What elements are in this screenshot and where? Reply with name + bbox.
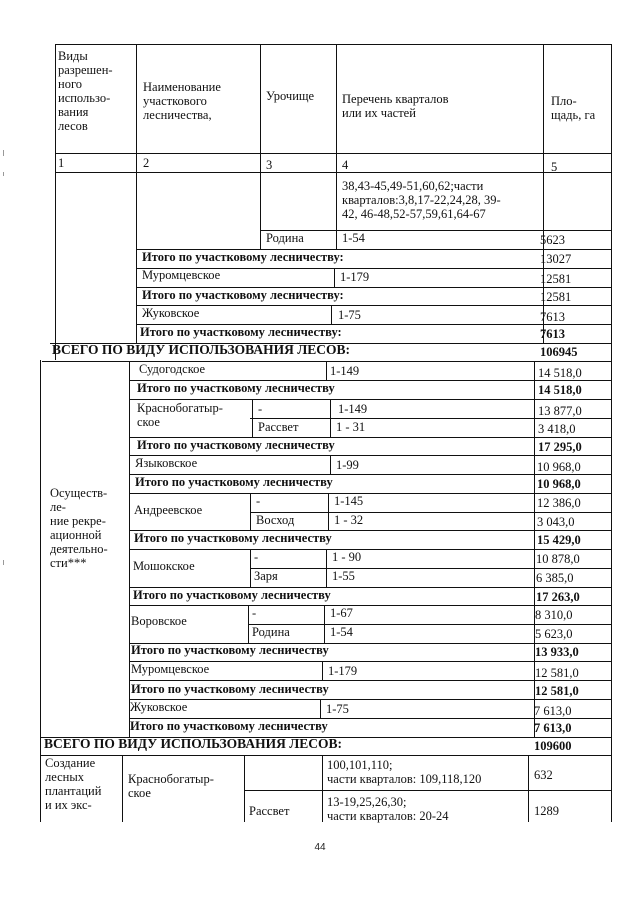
area-cell: 6 385,0 bbox=[536, 571, 574, 585]
table-rule-h bbox=[55, 153, 611, 154]
table-rule-h bbox=[250, 512, 611, 513]
scan-mark bbox=[3, 172, 4, 176]
forestry-name-cell: Муромцевское bbox=[142, 268, 221, 282]
quarters-cell: 1-54 bbox=[330, 625, 353, 639]
quarters-cell: 1-55 bbox=[332, 569, 355, 583]
column-number: 2 bbox=[143, 156, 150, 170]
area-cell: 10 968,0 bbox=[537, 460, 581, 474]
quarters-cell: 1-149 bbox=[338, 402, 368, 416]
table-rule-h bbox=[136, 305, 611, 306]
column-number: 5 bbox=[551, 160, 558, 174]
area-cell: 10 878,0 bbox=[536, 552, 580, 566]
quarters-cell: 1-99 bbox=[336, 458, 359, 472]
table-rule-h bbox=[129, 680, 611, 681]
area-cell: 12 581,0 bbox=[535, 666, 579, 680]
table-rule-v bbox=[611, 44, 612, 822]
table-rule-v bbox=[328, 493, 329, 530]
quarters-cell: 1-179 bbox=[328, 664, 358, 678]
table-rule-v bbox=[324, 605, 325, 643]
subtotal-value: 12 581,0 bbox=[535, 684, 579, 698]
table-rule-h bbox=[129, 455, 611, 456]
forestry-name-cell: Воровское bbox=[131, 614, 187, 628]
forestry-name-cell: Языковское bbox=[135, 456, 198, 470]
table-rule-h bbox=[129, 699, 611, 700]
header-quarters: Перечень кварталов или их частей bbox=[342, 92, 449, 120]
grand-total-value: 106945 bbox=[540, 345, 578, 359]
tract-cell: - bbox=[258, 402, 263, 416]
quarters-cell: 1-67 bbox=[330, 606, 353, 620]
table-rule-v bbox=[334, 268, 335, 287]
tract-cell: Восход bbox=[256, 513, 295, 527]
subtotal-label: Итого по участковому лесничеству bbox=[135, 475, 333, 489]
area-cell: 14 518,0 bbox=[538, 366, 582, 380]
header-forestry-name: Наименование участкового лесничества, bbox=[143, 80, 221, 122]
subtotal-label: Итого по участковому лесничеству: bbox=[142, 288, 344, 302]
subtotal-label: Итого по участковому лесничеству bbox=[131, 643, 329, 657]
table-rule-h bbox=[40, 755, 611, 756]
subtotal-value: 15 429,0 bbox=[537, 533, 581, 547]
scan-mark bbox=[3, 150, 4, 156]
area-cell: 632 bbox=[534, 768, 553, 782]
forestry-name-cell: Андреевское bbox=[134, 503, 203, 517]
subtotal-value: 17 263,0 bbox=[536, 590, 580, 604]
table-rule-h bbox=[248, 624, 611, 625]
table-rule-v bbox=[136, 44, 137, 343]
subtotal-label: Итого по участковому лесничеству bbox=[131, 682, 329, 696]
subtotal-value: 10 968,0 bbox=[537, 477, 581, 491]
table-rule-v bbox=[252, 399, 253, 437]
area-cell: 13 877,0 bbox=[538, 404, 582, 418]
table-rule-v bbox=[330, 455, 331, 474]
area-cell: 7613 bbox=[540, 310, 565, 324]
table-rule-h bbox=[250, 568, 611, 569]
table-rule-v bbox=[250, 493, 251, 530]
grand-total-label: ВСЕГО ПО ВИДУ ИСПОЛЬЗОВАНИЯ ЛЕСОВ: bbox=[52, 342, 351, 357]
table-rule-v bbox=[122, 755, 123, 822]
subtotal-label: Итого по участковому лесничеству bbox=[130, 719, 328, 733]
tract-cell: - bbox=[254, 550, 259, 564]
quarters-cell: 1-54 bbox=[342, 231, 365, 245]
column-number: 4 bbox=[342, 158, 349, 172]
subtotal-value: 17 295,0 bbox=[538, 440, 582, 454]
table-rule-v bbox=[40, 360, 41, 822]
area-cell: 8 310,0 bbox=[535, 608, 573, 622]
area-cell: 1289 bbox=[534, 804, 559, 818]
quarters-cell: 1 - 32 bbox=[334, 513, 364, 527]
quarters-cell: 1-149 bbox=[330, 364, 360, 378]
table-rule-v bbox=[322, 661, 323, 680]
table-rule-h bbox=[129, 605, 611, 606]
table-rule-h bbox=[260, 230, 611, 231]
forestry-name-cell: Судогодское bbox=[139, 362, 206, 376]
subtotal-value: 12581 bbox=[540, 290, 572, 304]
forestry-name-cell: Краснобогатыр- ское bbox=[128, 772, 214, 800]
tract-cell: Рассвет bbox=[258, 420, 299, 434]
subtotal-value: 13027 bbox=[540, 252, 572, 266]
table-rule-v bbox=[248, 605, 249, 643]
area-cell: 3 418,0 bbox=[538, 422, 576, 436]
table-rule-v bbox=[336, 44, 337, 250]
land-use-type-recreation: Осуществ- ле- ние рекре- ационной деятельно- сти*** bbox=[50, 486, 108, 570]
table-rule-v bbox=[326, 549, 327, 587]
subtotal-label: Итого по участковому лесничеству bbox=[133, 588, 331, 602]
table-rule-v bbox=[326, 361, 327, 380]
table-rule-v bbox=[320, 699, 321, 718]
quarters-cell: 1-179 bbox=[340, 270, 370, 284]
tract-cell: Рассвет bbox=[249, 804, 290, 818]
table-rule-h bbox=[244, 790, 611, 791]
table-rule-h bbox=[55, 44, 611, 45]
scan-mark bbox=[3, 560, 4, 565]
subtotal-label: Итого по участковому лесничеству bbox=[137, 438, 335, 452]
forestry-name-cell: Жуковское bbox=[130, 700, 188, 714]
quarters-cell: 100,101,110; части кварталов: 109,118,120 bbox=[327, 758, 482, 786]
quarters-cell: 1-75 bbox=[326, 702, 349, 716]
tract-cell: - bbox=[252, 606, 257, 620]
table-rule-h bbox=[129, 399, 611, 400]
grand-total-value: 109600 bbox=[534, 739, 572, 753]
subtotal-label: Итого по участковому лесничеству bbox=[137, 381, 335, 395]
table-rule-v bbox=[260, 44, 261, 250]
header-area: Пло- щадь, га bbox=[551, 94, 596, 122]
forestry-name-cell: Муромцевское bbox=[131, 662, 210, 676]
header-land-use-type: Виды разрешен- ного использо- вания лесов bbox=[58, 49, 113, 133]
table-rule-h bbox=[129, 549, 611, 550]
quarters-cell: 1-145 bbox=[334, 494, 364, 508]
subtotal-label: Итого по участковому лесничеству bbox=[134, 531, 332, 545]
tract-cell: - bbox=[256, 494, 261, 508]
column-number: 1 bbox=[58, 156, 65, 170]
area-cell: 7 613,0 bbox=[534, 704, 572, 718]
quarters-cell: 1 - 90 bbox=[332, 550, 362, 564]
table-rule-v bbox=[55, 44, 56, 360]
tract-cell: Родина bbox=[266, 231, 304, 245]
header-tract: Урочище bbox=[266, 89, 315, 103]
table-rule-h bbox=[129, 493, 611, 494]
subtotal-value: 14 518,0 bbox=[538, 383, 582, 397]
quarters-cell: 1 - 31 bbox=[336, 420, 366, 434]
forestry-name-cell: Мошокское bbox=[133, 559, 195, 573]
quarters-cell: 1-75 bbox=[338, 308, 361, 322]
grand-total-label: ВСЕГО ПО ВИДУ ИСПОЛЬЗОВАНИЯ ЛЕСОВ: bbox=[44, 736, 343, 751]
subtotal-value: 13 933,0 bbox=[535, 645, 579, 659]
table-rule-v bbox=[528, 755, 529, 822]
forestry-name-cell: Жуковское bbox=[142, 306, 200, 320]
table-rule-v bbox=[330, 399, 331, 437]
quarters-cell: 13-19,25,26,30; части кварталов: 20-24 bbox=[327, 795, 449, 823]
column-number: 3 bbox=[266, 158, 273, 172]
subtotal-value: 7613 bbox=[540, 327, 565, 341]
table-rule-v bbox=[322, 755, 323, 822]
table-rule-v bbox=[331, 305, 332, 324]
area-cell: 12 386,0 bbox=[537, 496, 581, 510]
land-use-type-plantations: Создание лесных плантаций и их экс- bbox=[45, 756, 102, 812]
subtotal-value: 7 613,0 bbox=[534, 721, 572, 735]
table-rule-h bbox=[55, 172, 611, 173]
tract-cell: Родина bbox=[252, 625, 290, 639]
area-cell: 5 623,0 bbox=[535, 627, 573, 641]
subtotal-label: Итого по участковому лесничеству: bbox=[142, 250, 344, 264]
area-cell: 3 043,0 bbox=[537, 515, 575, 529]
area-cell: 12581 bbox=[540, 272, 572, 286]
tract-cell: Заря bbox=[254, 569, 278, 583]
table-rule-v bbox=[244, 755, 245, 822]
table-rule-v bbox=[250, 549, 251, 587]
forestry-name-cell: Краснобогатыр- ское bbox=[137, 401, 223, 429]
quarters-cell: 38,43-45,49-51,60,62;части кварталов:3,8,17-22,24,28, 39- 42, 46-48,52-57,59,61,64-67 bbox=[342, 179, 501, 221]
table-rule-h bbox=[250, 418, 611, 419]
area-cell: 5623 bbox=[540, 233, 565, 247]
subtotal-label: Итого по участковому лесничеству: bbox=[140, 325, 342, 339]
page-number: 44 bbox=[314, 842, 326, 853]
